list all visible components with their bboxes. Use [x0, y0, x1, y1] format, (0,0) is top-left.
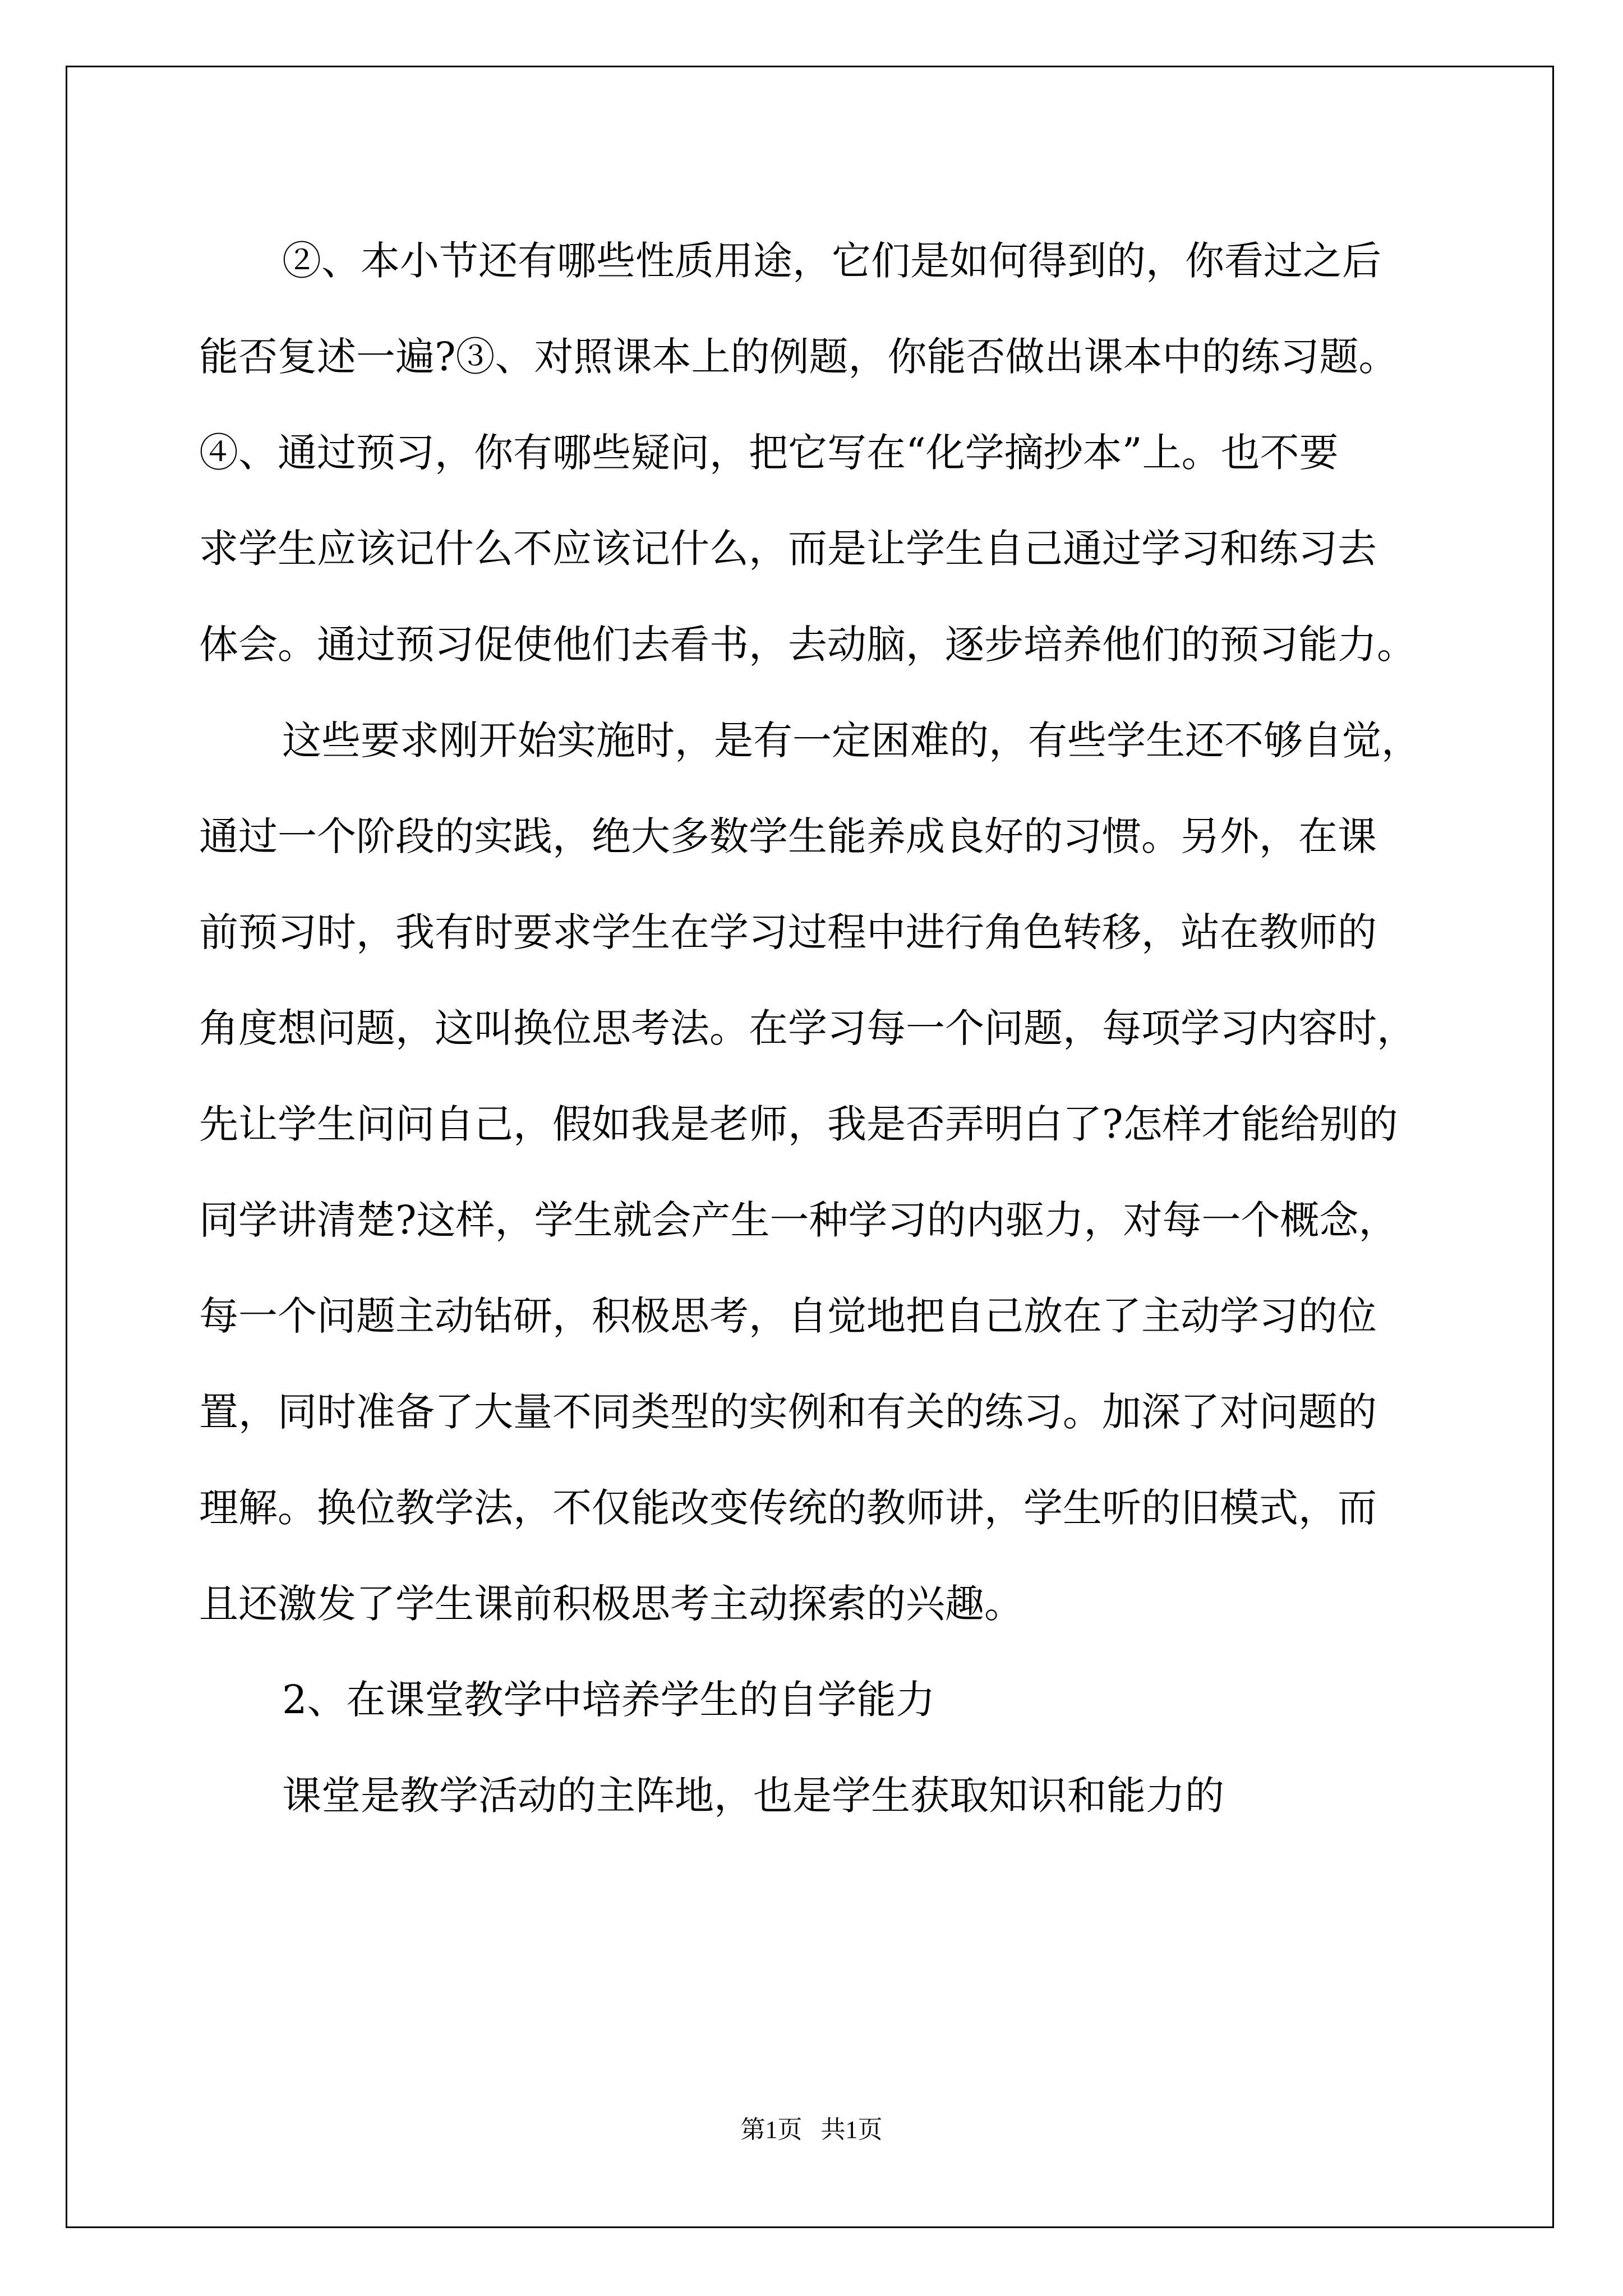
text-line: 前预习时，我有时要求学生在学习过程中进行角色转移，站在教师的	[199, 909, 1377, 955]
section-heading: 2、在课堂教学中培养学生的自学能力	[282, 1677, 935, 1723]
text-line: 先让学生问问自己，假如我是老师，我是否弄明白了?怎样才能给别的	[199, 1101, 1398, 1147]
text-line: 能否复述一遍?③、对照课本上的例题，你能否做出课本中的练习题。	[199, 334, 1398, 380]
text-line: ②、本小节还有哪些性质用途，它们是如何得到的，你看过之后	[282, 238, 1381, 284]
text-line: 体会。通过预习促使他们去看书，去动脑，逐步培养他们的预习能力。	[199, 622, 1416, 668]
text-line: 求学生应该记什么不应该记什么，而是让学生自己通过学习和练习去	[199, 526, 1377, 572]
text-line: 角度想问题，这叫换位思考法。在学习每一个问题，每项学习内容时，	[199, 1005, 1416, 1051]
text-line: 理解。换位教学法，不仅能改变传统的教师讲，学生听的旧模式，而	[199, 1485, 1377, 1531]
text-line: ④、通过预习，你有哪些疑问，把它写在“化学摘抄本”上。也不要	[199, 430, 1339, 476]
text-line: 同学讲清楚?这样，学生就会产生一种学习的内驱力，对每一个概念，	[199, 1197, 1398, 1243]
text-line: 且还激发了学生课前积极思考主动探索的兴趣。	[199, 1581, 1023, 1627]
page-number-footer: 第1页 共1页	[740, 2116, 883, 2143]
text-line: 通过一个阶段的实践，绝大多数学生能养成良好的习惯。另外，在课	[199, 813, 1377, 859]
text-line: 这些要求刚开始实施时，是有一定困难的，有些学生还不够自觉，	[282, 717, 1421, 763]
text-line: 每一个问题主动钻研，积极思考，自觉地把自己放在了主动学习的位	[199, 1293, 1377, 1339]
text-line: 课堂是教学活动的主阵地，也是学生获取知识和能力的	[282, 1773, 1224, 1819]
text-line: 置，同时准备了大量不同类型的实例和有关的练习。加深了对问题的	[199, 1389, 1377, 1435]
document-body	[199, 213, 1438, 1844]
